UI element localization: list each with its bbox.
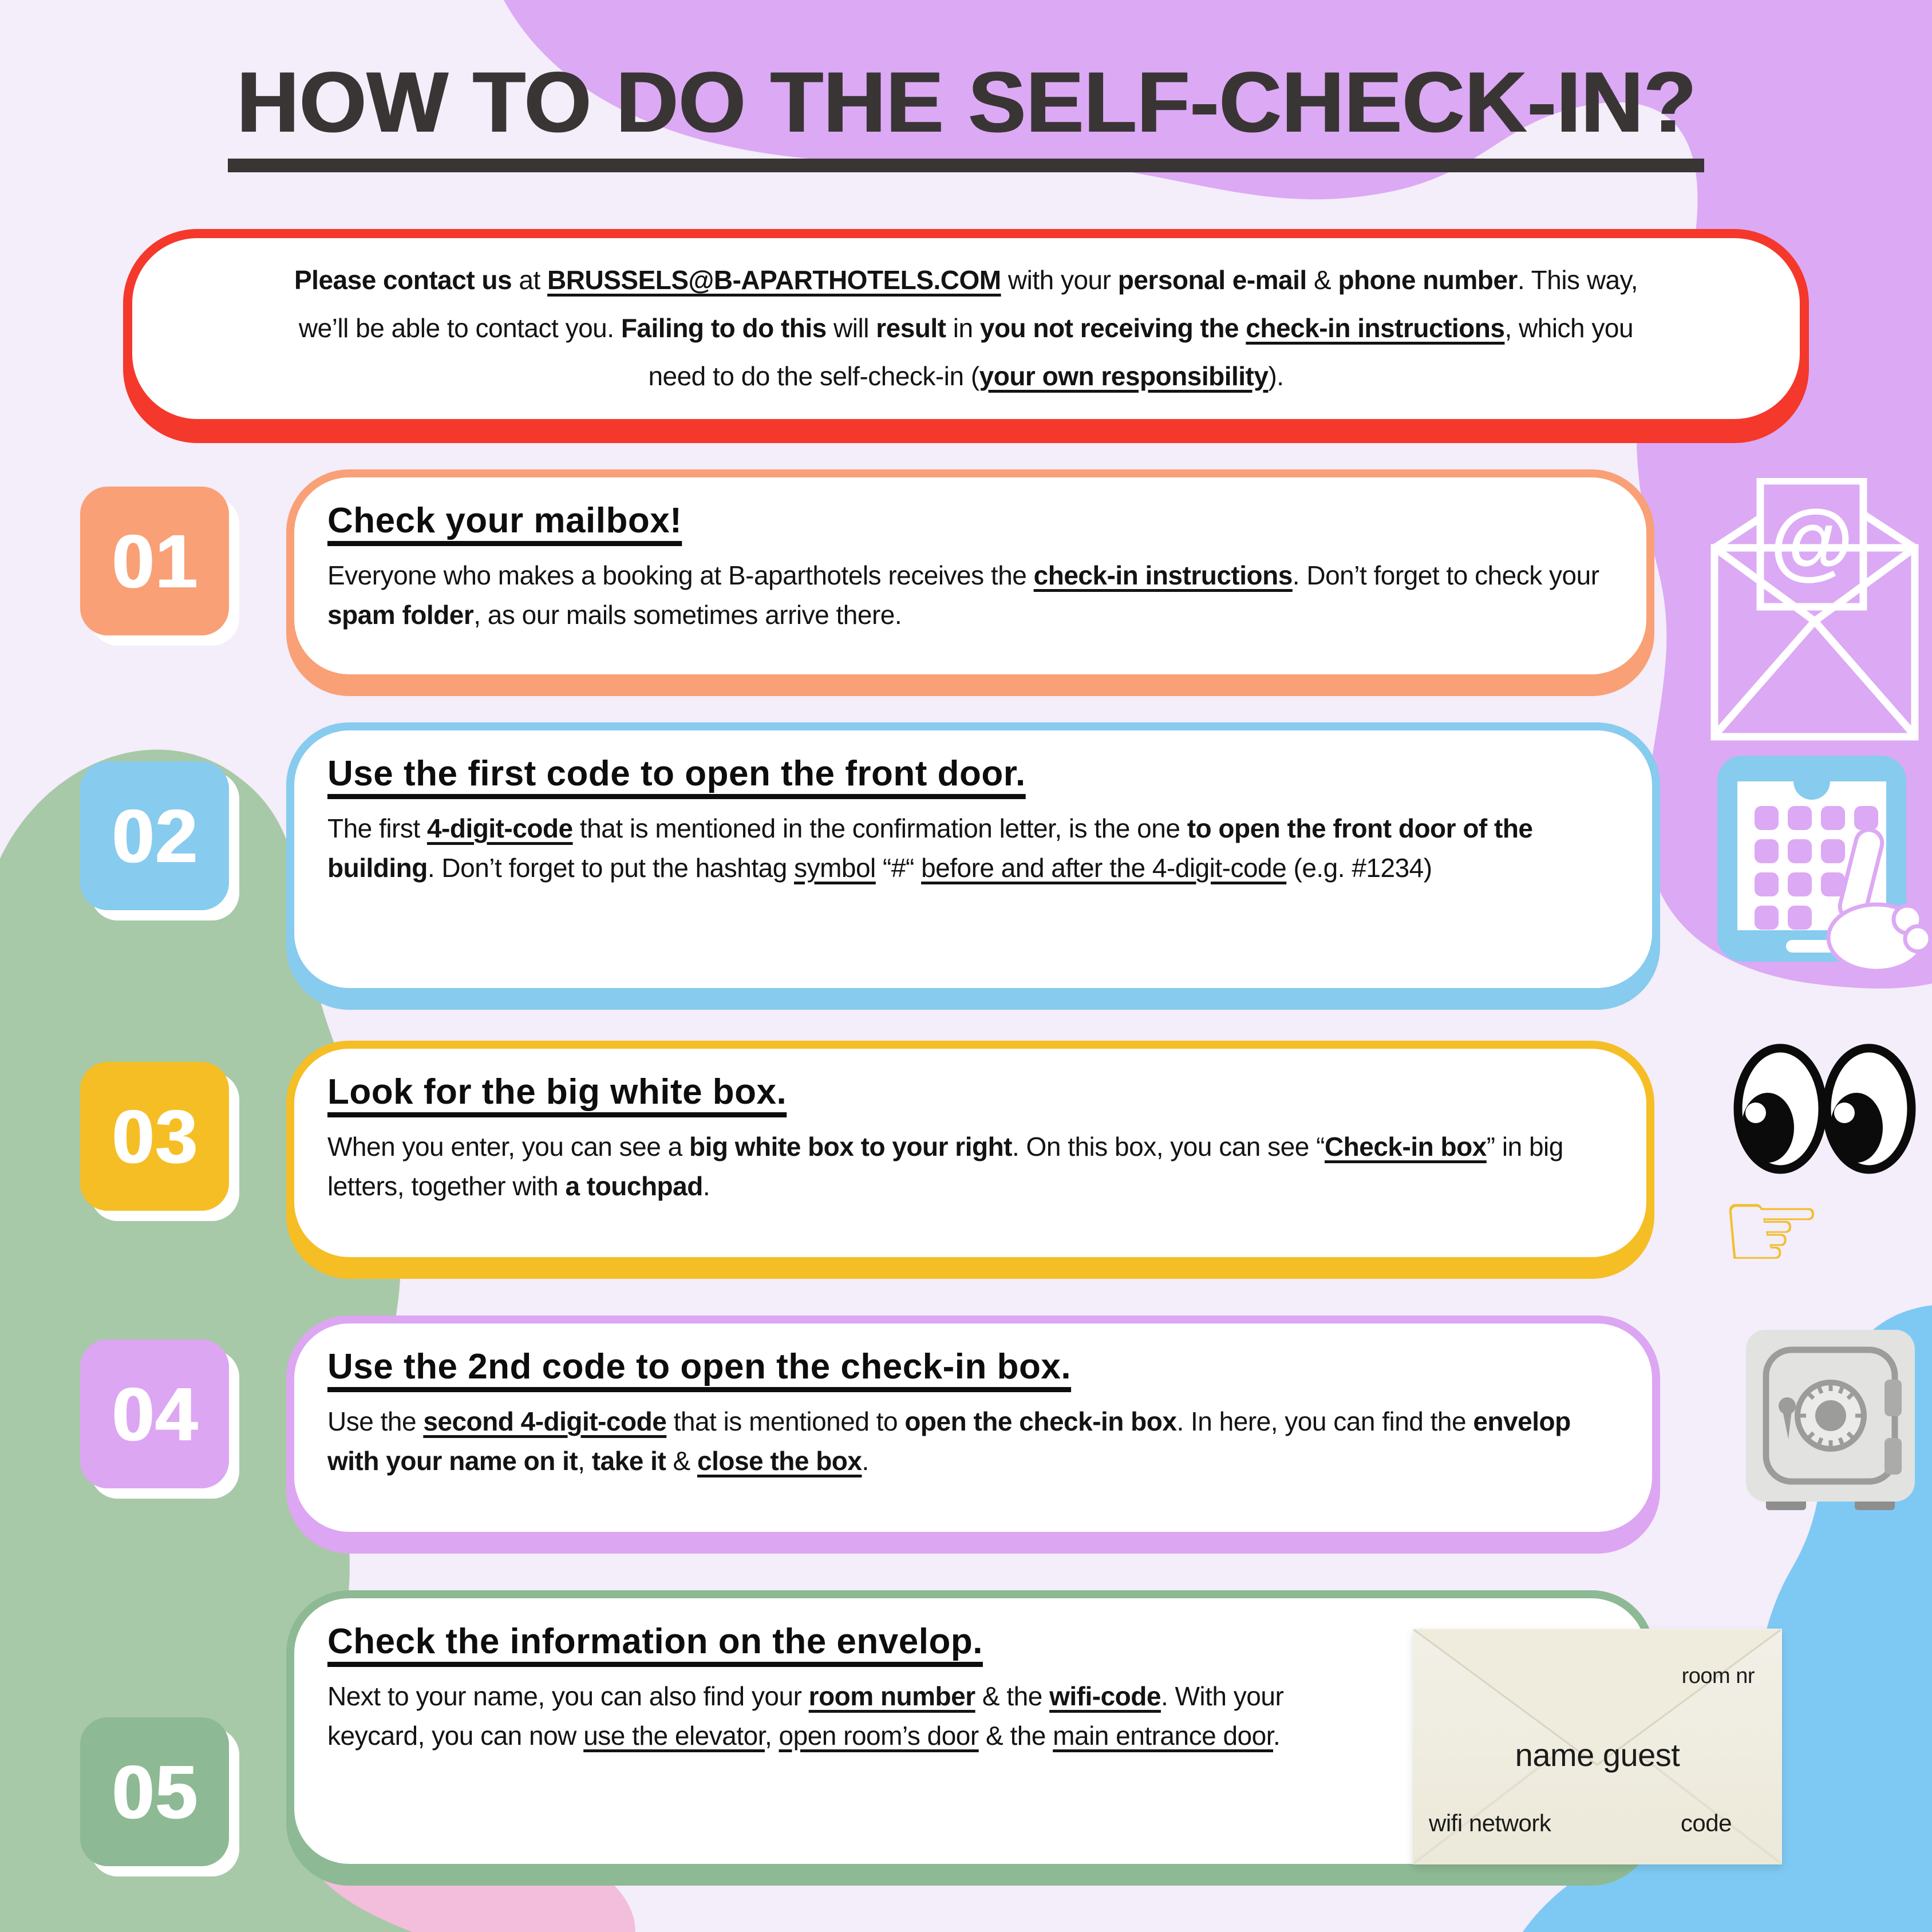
envelope-room-label: room nr xyxy=(1681,1664,1755,1688)
step-number-04: 04 xyxy=(80,1340,229,1488)
step-5-body: Next to your name, you can also find your room number & the wifi-code. With your keycard, you can now use the elevator, open room’s door & the main entrance door. xyxy=(327,1681,1284,1751)
step-3-heading: Look for the big white box. xyxy=(327,1072,787,1112)
safe-icon xyxy=(1740,1327,1921,1516)
step-card-2 xyxy=(286,722,1660,996)
step-1-heading: Check your mailbox! xyxy=(327,501,682,540)
svg-text:@: @ xyxy=(1769,492,1854,588)
step-card-4 xyxy=(286,1315,1660,1540)
step-1-body: Everyone who makes a booking at B-aparthotels receives the check-in instructions. Don’t forget to check your spam folder, as our mails sometimes arrive there. xyxy=(327,560,1599,630)
envelope-name-label: name guest xyxy=(1515,1737,1680,1773)
envelope-image xyxy=(1413,1629,1782,1864)
mail-icon xyxy=(1706,478,1923,744)
contact-notice-text: Please contact us at BRUSSELS@B-APARTHOTELS.COM with your personal e-mail & phone number. This way, we’ll be able to contact you. Failing to do this will result in you not receiving the check-in instructions, which you need to do the self-check-in (your own responsibility). xyxy=(294,265,1638,391)
envelope-code-label: code xyxy=(1680,1809,1732,1836)
eyes-icon xyxy=(1714,1043,1932,1295)
contact-notice-card xyxy=(123,229,1809,428)
phone-keypad-icon xyxy=(1706,750,1932,973)
step-card-1 xyxy=(286,469,1654,682)
step-3-body: When you enter, you can see a big white box to your right. On this box, you can see “Check-in box” in big letters, together with a touchpad. xyxy=(327,1132,1563,1201)
step-4-body: Use the second 4-digit-code that is mentioned to open the check-in box. In here, you can find the envelop with your name on it, take it & close the box. xyxy=(327,1406,1571,1476)
pointing-hand-icon: ☞ xyxy=(1719,1163,1824,1295)
step-4-heading: Use the 2nd code to open the check-in box. xyxy=(327,1347,1072,1386)
step-2-body: The first 4-digit-code that is mentioned in the confirmation letter, is the one to open the front door of the building. Don’t forget to put the hashtag symbol “#“ before and after the 4-digit-code (e.g. #1234) xyxy=(327,813,1533,883)
step-number-03: 03 xyxy=(80,1062,229,1211)
step-number-02: 02 xyxy=(80,761,229,910)
page-title: HOW TO DO THE SELF-CHECK-IN? xyxy=(0,53,1932,172)
step-card-3 xyxy=(286,1041,1654,1265)
step-5-heading: Check the information on the envelop. xyxy=(327,1622,983,1661)
step-number-01: 01 xyxy=(80,487,229,635)
envelope-wifi-label: wifi network xyxy=(1429,1809,1551,1836)
step-number-05: 05 xyxy=(80,1717,229,1866)
step-2-heading: Use the first code to open the front door. xyxy=(327,754,1026,793)
